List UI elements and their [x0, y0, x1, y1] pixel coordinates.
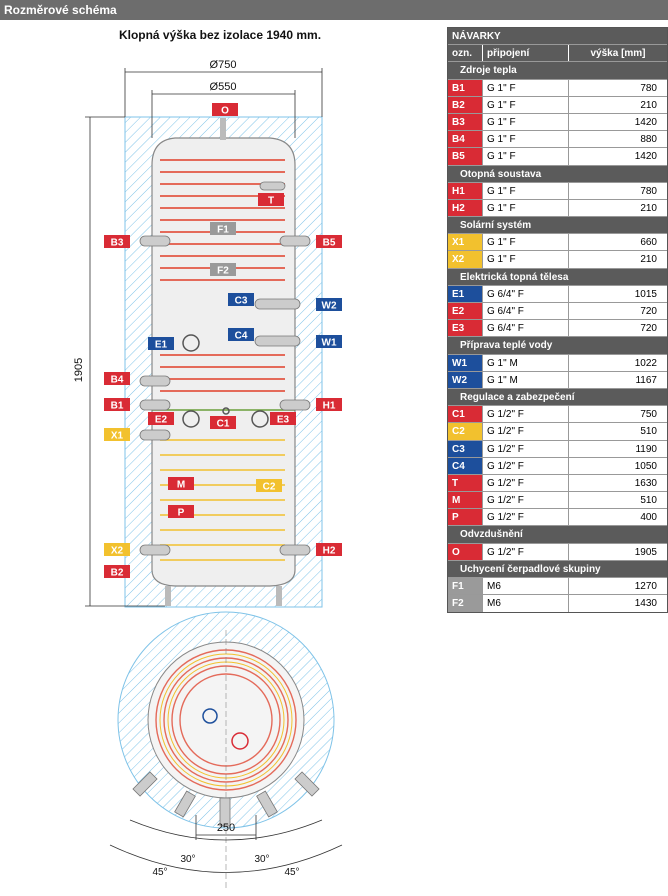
tag-label: E2 — [154, 414, 168, 426]
row-code: X1 — [448, 234, 482, 250]
tag-label: C4 — [234, 330, 248, 342]
section-header: Rozměrové schéma — [0, 0, 668, 20]
row-code: W2 — [448, 372, 482, 388]
row-code: T — [448, 475, 482, 491]
tag-label: H2 — [322, 545, 336, 557]
table-row — [448, 251, 667, 268]
tag-b4 — [104, 372, 130, 386]
tag-label: T — [267, 195, 275, 207]
row-height: 1905 — [568, 544, 667, 560]
row-height: 660 — [568, 234, 667, 250]
tank-leg — [276, 586, 282, 606]
row-connection: G 1" F — [482, 234, 568, 250]
tag-w2 — [316, 298, 342, 312]
table-row — [448, 97, 667, 114]
tag-f2 — [210, 263, 236, 277]
tag-h1 — [316, 398, 342, 412]
tag-x2 — [104, 543, 130, 557]
row-connection: G 6/4" F — [482, 303, 568, 319]
top-view — [110, 612, 342, 890]
dim-inner-diameter: Ø550 — [209, 81, 237, 93]
header-code: ozn. — [452, 48, 472, 60]
row-height: 210 — [568, 251, 667, 267]
table-row — [448, 406, 667, 423]
row-code: H1 — [448, 183, 482, 199]
table-row — [448, 148, 667, 165]
row-height: 880 — [568, 131, 667, 147]
row-code: B4 — [448, 131, 482, 147]
table-row — [448, 475, 667, 492]
vent-pipe — [220, 118, 226, 140]
row-connection: G 1" M — [482, 372, 568, 388]
tag-label: C2 — [262, 481, 276, 493]
tag-c1 — [210, 416, 236, 430]
tag-b5 — [316, 235, 342, 249]
row-connection: G 6/4" F — [482, 320, 568, 336]
table-row — [448, 131, 667, 148]
row-code: X2 — [448, 251, 482, 267]
row-height: 1190 — [568, 441, 667, 457]
row-code: F1 — [448, 578, 482, 594]
row-connection: G 1" F — [482, 251, 568, 267]
tag-label: B5 — [322, 237, 336, 249]
table-row — [448, 441, 667, 458]
tag-b2 — [104, 565, 130, 579]
row-height: 720 — [568, 303, 667, 319]
row-height: 210 — [568, 200, 667, 216]
angle-left-45: 45° — [152, 867, 168, 878]
tag-w1 — [316, 335, 342, 349]
row-code: C3 — [448, 441, 482, 457]
tag-label: O — [221, 105, 229, 117]
dim-bottom-spacing: 250 — [216, 822, 236, 834]
row-connection: G 1/2" F — [482, 458, 568, 474]
tag-label: B2 — [110, 567, 124, 579]
tag-f1 — [210, 222, 236, 236]
table-title: NÁVARKY — [448, 28, 667, 45]
connections-table — [447, 27, 668, 613]
row-connection: G 1/2" F — [482, 544, 568, 560]
row-connection: G 1" F — [482, 200, 568, 216]
tag-p — [168, 505, 194, 519]
table-section-header: Odvzdušnění — [448, 526, 667, 543]
row-connection: G 1/2" F — [482, 406, 568, 422]
tag-label: W2 — [321, 300, 337, 312]
row-height: 210 — [568, 97, 667, 113]
tag-label: X2 — [110, 545, 124, 557]
tag-label: F1 — [217, 224, 229, 236]
table-row — [448, 372, 667, 389]
table-row — [448, 595, 667, 612]
table-row — [448, 303, 667, 320]
table-row — [448, 183, 667, 200]
table-row — [448, 423, 667, 440]
row-code: M — [448, 492, 482, 508]
row-code: P — [448, 509, 482, 525]
table-row — [448, 234, 667, 251]
tag-m — [168, 477, 194, 491]
row-code: H2 — [448, 200, 482, 216]
tag-e2 — [148, 412, 174, 426]
row-code: C2 — [448, 423, 482, 439]
row-connection: G 1" F — [482, 148, 568, 164]
row-height: 400 — [568, 509, 667, 525]
row-height: 1015 — [568, 286, 667, 302]
tag-e3 — [270, 412, 296, 426]
row-connection: G 6/4" F — [482, 286, 568, 302]
row-height: 1630 — [568, 475, 667, 491]
row-connection: G 1/2" F — [482, 423, 568, 439]
row-connection: G 1/2" F — [482, 492, 568, 508]
tag-label: P — [177, 507, 185, 519]
tag-b1 — [104, 398, 130, 412]
table-section-header: Solární systém — [448, 217, 667, 234]
tag-label: B1 — [110, 400, 124, 412]
tag-t — [258, 193, 284, 207]
row-height: 750 — [568, 406, 667, 422]
row-height: 510 — [568, 423, 667, 439]
tag-label: B3 — [110, 237, 124, 249]
dim-height: 1905 — [73, 357, 85, 383]
tag-h2 — [316, 543, 342, 557]
tag-label: C1 — [216, 418, 230, 430]
row-code: C4 — [448, 458, 482, 474]
angle-left-30: 30° — [180, 854, 196, 865]
tag-c2 — [256, 479, 282, 493]
table-row — [448, 80, 667, 97]
row-height: 1050 — [568, 458, 667, 474]
row-connection: G 1" F — [482, 114, 568, 130]
table-section-header: Otopná soustava — [448, 166, 667, 183]
row-connection: M6 — [482, 578, 568, 594]
table-section-header: Elektrická topná tělesa — [448, 269, 667, 286]
row-connection: G 1/2" F — [482, 441, 568, 457]
row-connection: G 1" M — [482, 355, 568, 371]
angle-right-45: 45° — [284, 867, 300, 878]
row-connection: G 1/2" F — [482, 509, 568, 525]
dim-outer-diameter: Ø750 — [209, 59, 237, 71]
tag-label: E1 — [154, 339, 168, 351]
row-connection: G 1" F — [482, 183, 568, 199]
row-code: W1 — [448, 355, 482, 371]
row-height: 720 — [568, 320, 667, 336]
tag-e1 — [148, 337, 174, 351]
table-row — [448, 200, 667, 217]
tag-label: M — [176, 479, 186, 491]
row-height: 1167 — [568, 372, 667, 388]
table-section-header: Příprava teplé vody — [448, 337, 667, 354]
table-row — [448, 355, 667, 372]
table-section-header: Uchycení čerpadlové skupiny — [448, 561, 667, 578]
tag-c3 — [228, 293, 254, 307]
tag-label: E3 — [276, 414, 290, 426]
row-height: 1270 — [568, 578, 667, 594]
row-connection: M6 — [482, 595, 568, 612]
tag-label: X1 — [110, 430, 124, 442]
table-row — [448, 544, 667, 561]
tag-label: C3 — [234, 295, 248, 307]
row-height: 510 — [568, 492, 667, 508]
tag-label: H1 — [322, 400, 336, 412]
row-code: B5 — [448, 148, 482, 164]
row-connection: G 1/2" F — [482, 475, 568, 491]
row-code: B1 — [448, 80, 482, 96]
row-code: B2 — [448, 97, 482, 113]
row-connection: G 1" F — [482, 131, 568, 147]
row-code: O — [448, 544, 482, 560]
tag-c4 — [228, 328, 254, 342]
row-connection: G 1" F — [482, 80, 568, 96]
table-row — [448, 458, 667, 475]
tag-label: W1 — [321, 337, 337, 349]
table-section-header: Regulace a zabezpečení — [448, 389, 667, 406]
table-section-header: Zdroje tepla — [448, 62, 667, 79]
row-height: 1430 — [568, 595, 667, 612]
table-row — [448, 509, 667, 526]
tilt-height-note: Klopná výška bez izolace 1940 mm. — [118, 28, 322, 42]
row-code: C1 — [448, 406, 482, 422]
angle-right-30: 30° — [254, 854, 270, 865]
row-code: F2 — [448, 595, 482, 612]
header-height: výška [mm] — [568, 45, 667, 61]
table-row — [448, 286, 667, 303]
row-height: 780 — [568, 183, 667, 199]
table-row — [448, 578, 667, 595]
row-code: B3 — [448, 114, 482, 130]
tag-x1 — [104, 428, 130, 442]
header-connection: připojení — [482, 45, 568, 61]
table-row — [448, 114, 667, 131]
row-height: 1420 — [568, 114, 667, 130]
row-height: 780 — [568, 80, 667, 96]
tag-label: F2 — [217, 265, 229, 277]
row-code: E3 — [448, 320, 482, 336]
row-height: 1420 — [568, 148, 667, 164]
row-connection: G 1" F — [482, 97, 568, 113]
table-header-row — [448, 45, 667, 62]
row-code: E2 — [448, 303, 482, 319]
table-row — [448, 320, 667, 337]
tag-b3 — [104, 235, 130, 249]
tank-leg — [165, 586, 171, 606]
tank-diagram — [0, 44, 440, 896]
tag-label: B4 — [110, 374, 124, 386]
table-row — [448, 492, 667, 509]
row-code: E1 — [448, 286, 482, 302]
row-height: 1022 — [568, 355, 667, 371]
tag-o — [212, 103, 238, 117]
